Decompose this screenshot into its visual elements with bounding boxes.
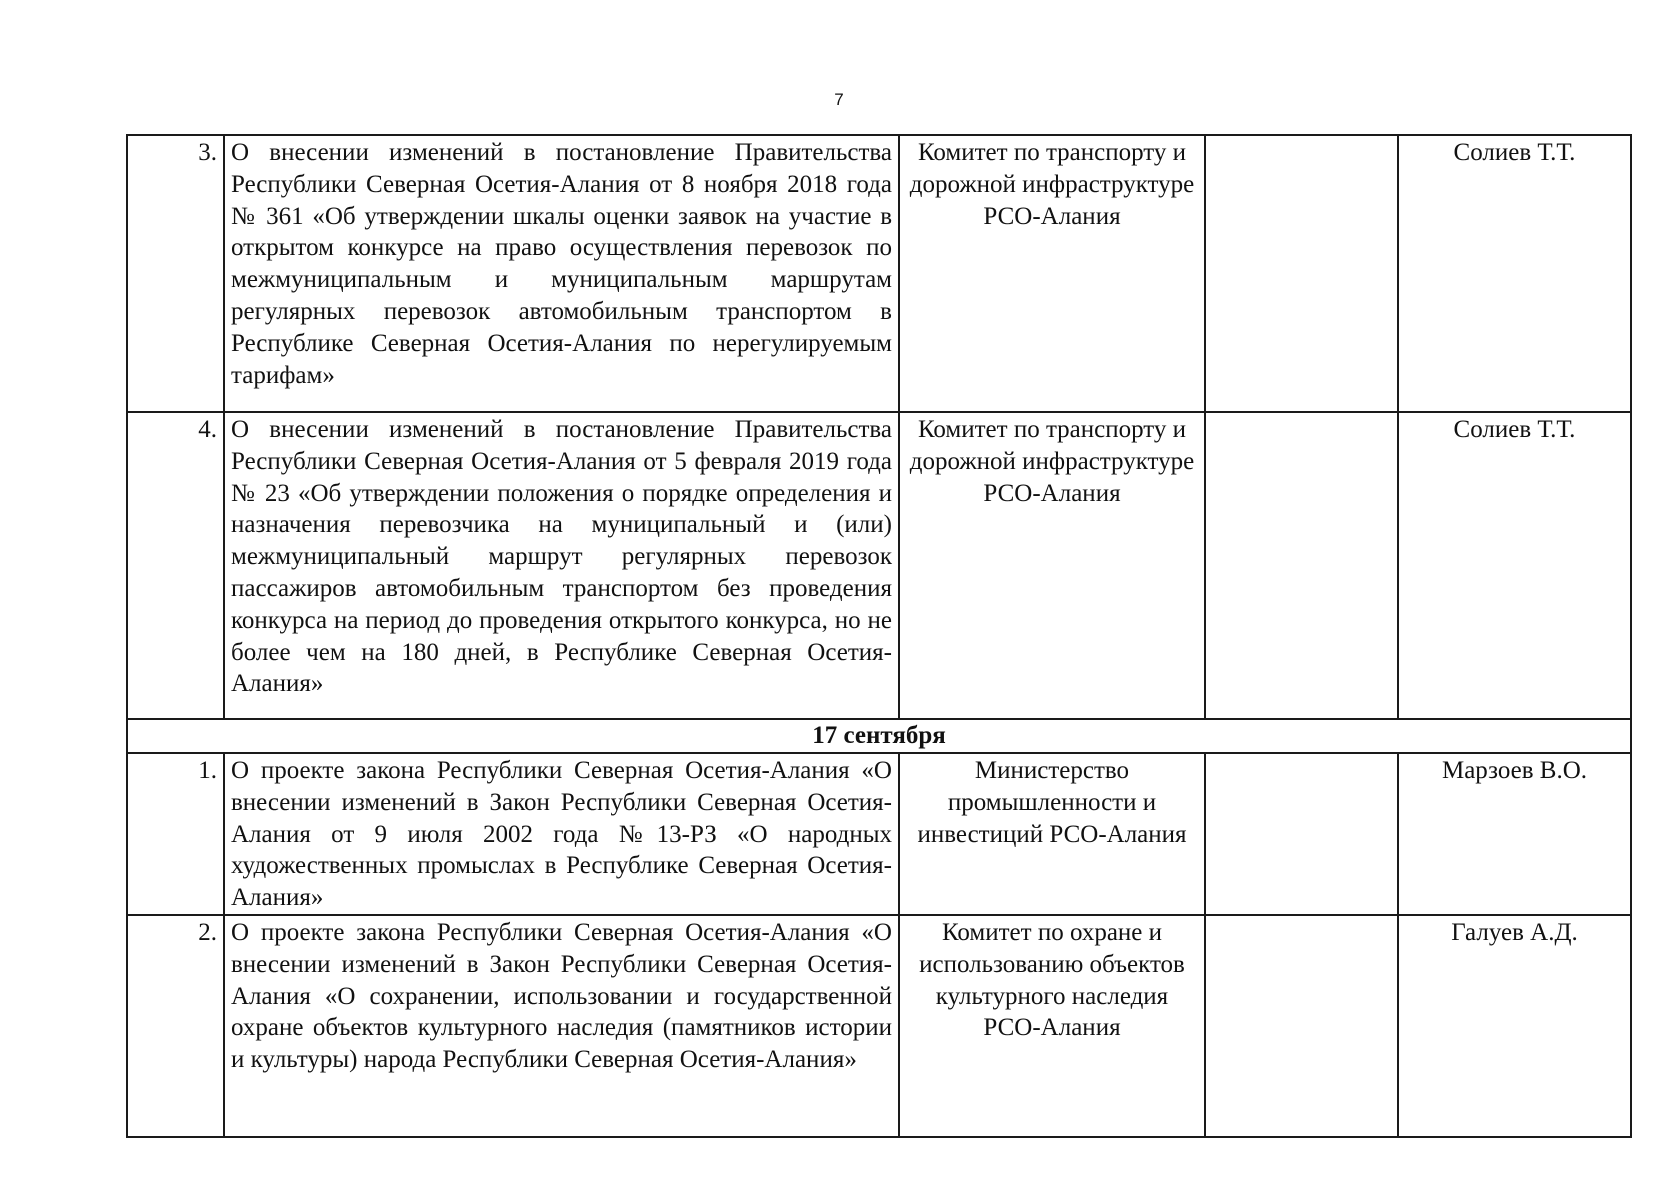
date-section-row: [127, 719, 1631, 753]
table-row: [127, 412, 1631, 719]
item-number: 2.: [127, 915, 224, 1137]
item-title: О внесении изменений в постановление Правительства Республики Северная Осетия-Алания от 8 ноября 2018 года № 361 «Об утверждении шкалы оценки заявок на участие в открытом конкурсе на право осуществления перевозок по межмуниципальным и муниципальным маршрутам регулярных перевозок автомобильным транспортом в Республике Северная Осетия-Алания по нерегулируемым тарифам»: [224, 135, 899, 412]
responsible-person: Галуев А.Д.: [1398, 915, 1631, 1137]
date-section-label: 17 сентября: [127, 719, 1631, 753]
table-row: [127, 135, 1631, 412]
responsible-body: Комитет по транспорту и дорожной инфраструктуре РСО-Алания: [899, 135, 1205, 412]
page-number: 7: [834, 90, 844, 109]
empty-cell: [1205, 915, 1398, 1137]
responsible-person: Солиев Т.Т.: [1398, 412, 1631, 719]
item-title: О проекте закона Республики Северная Осетия-Алания «О внесении изменений в Закон Республики Северная Осетия-Алания «О сохранении, использовании и государственной охране объектов культурного наследия (памятников истории и культуры) народа Республики Северная Осетия-Алания»: [224, 915, 899, 1137]
item-title: О внесении изменений в постановление Правительства Республики Северная Осетия-Алания от 5 февраля 2019 года № 23 «Об утверждении положения о порядке определения и назначения перевозчика на муниципальный и (или) межмуниципальный маршрут регулярных перевозок пассажиров автомобильным транспортом без проведения конкурса на период до проведения открытого конкурса, но не более чем на 180 дней, в Республике Северная Осетия-Алания»: [224, 412, 899, 719]
responsible-person: Солиев Т.Т.: [1398, 135, 1631, 412]
responsible-body: Комитет по транспорту и дорожной инфраструктуре РСО-Алания: [899, 412, 1205, 719]
item-title: О проекте закона Республики Северная Осетия-Алания «О внесении изменений в Закон Республики Северная Осетия-Алания от 9 июля 2002 года №13-РЗ «О народных художественных промыслах в Республике Северная Осетия-Алания»: [224, 753, 899, 915]
table-row: [127, 753, 1631, 915]
item-number: 4.: [127, 412, 224, 719]
responsible-body: Комитет по охране и использованию объектов культурного наследия РСО-Алания: [899, 915, 1205, 1137]
empty-cell: [1205, 753, 1398, 915]
empty-cell: [1205, 412, 1398, 719]
responsible-body: Министерство промышленности и инвестиций РСО-Алания: [899, 753, 1205, 915]
agenda-table: [126, 134, 1632, 1138]
responsible-person: Марзоев В.О.: [1398, 753, 1631, 915]
empty-cell: [1205, 135, 1398, 412]
table-row: [127, 915, 1631, 1137]
item-number: 3.: [127, 135, 224, 412]
item-number: 1.: [127, 753, 224, 915]
